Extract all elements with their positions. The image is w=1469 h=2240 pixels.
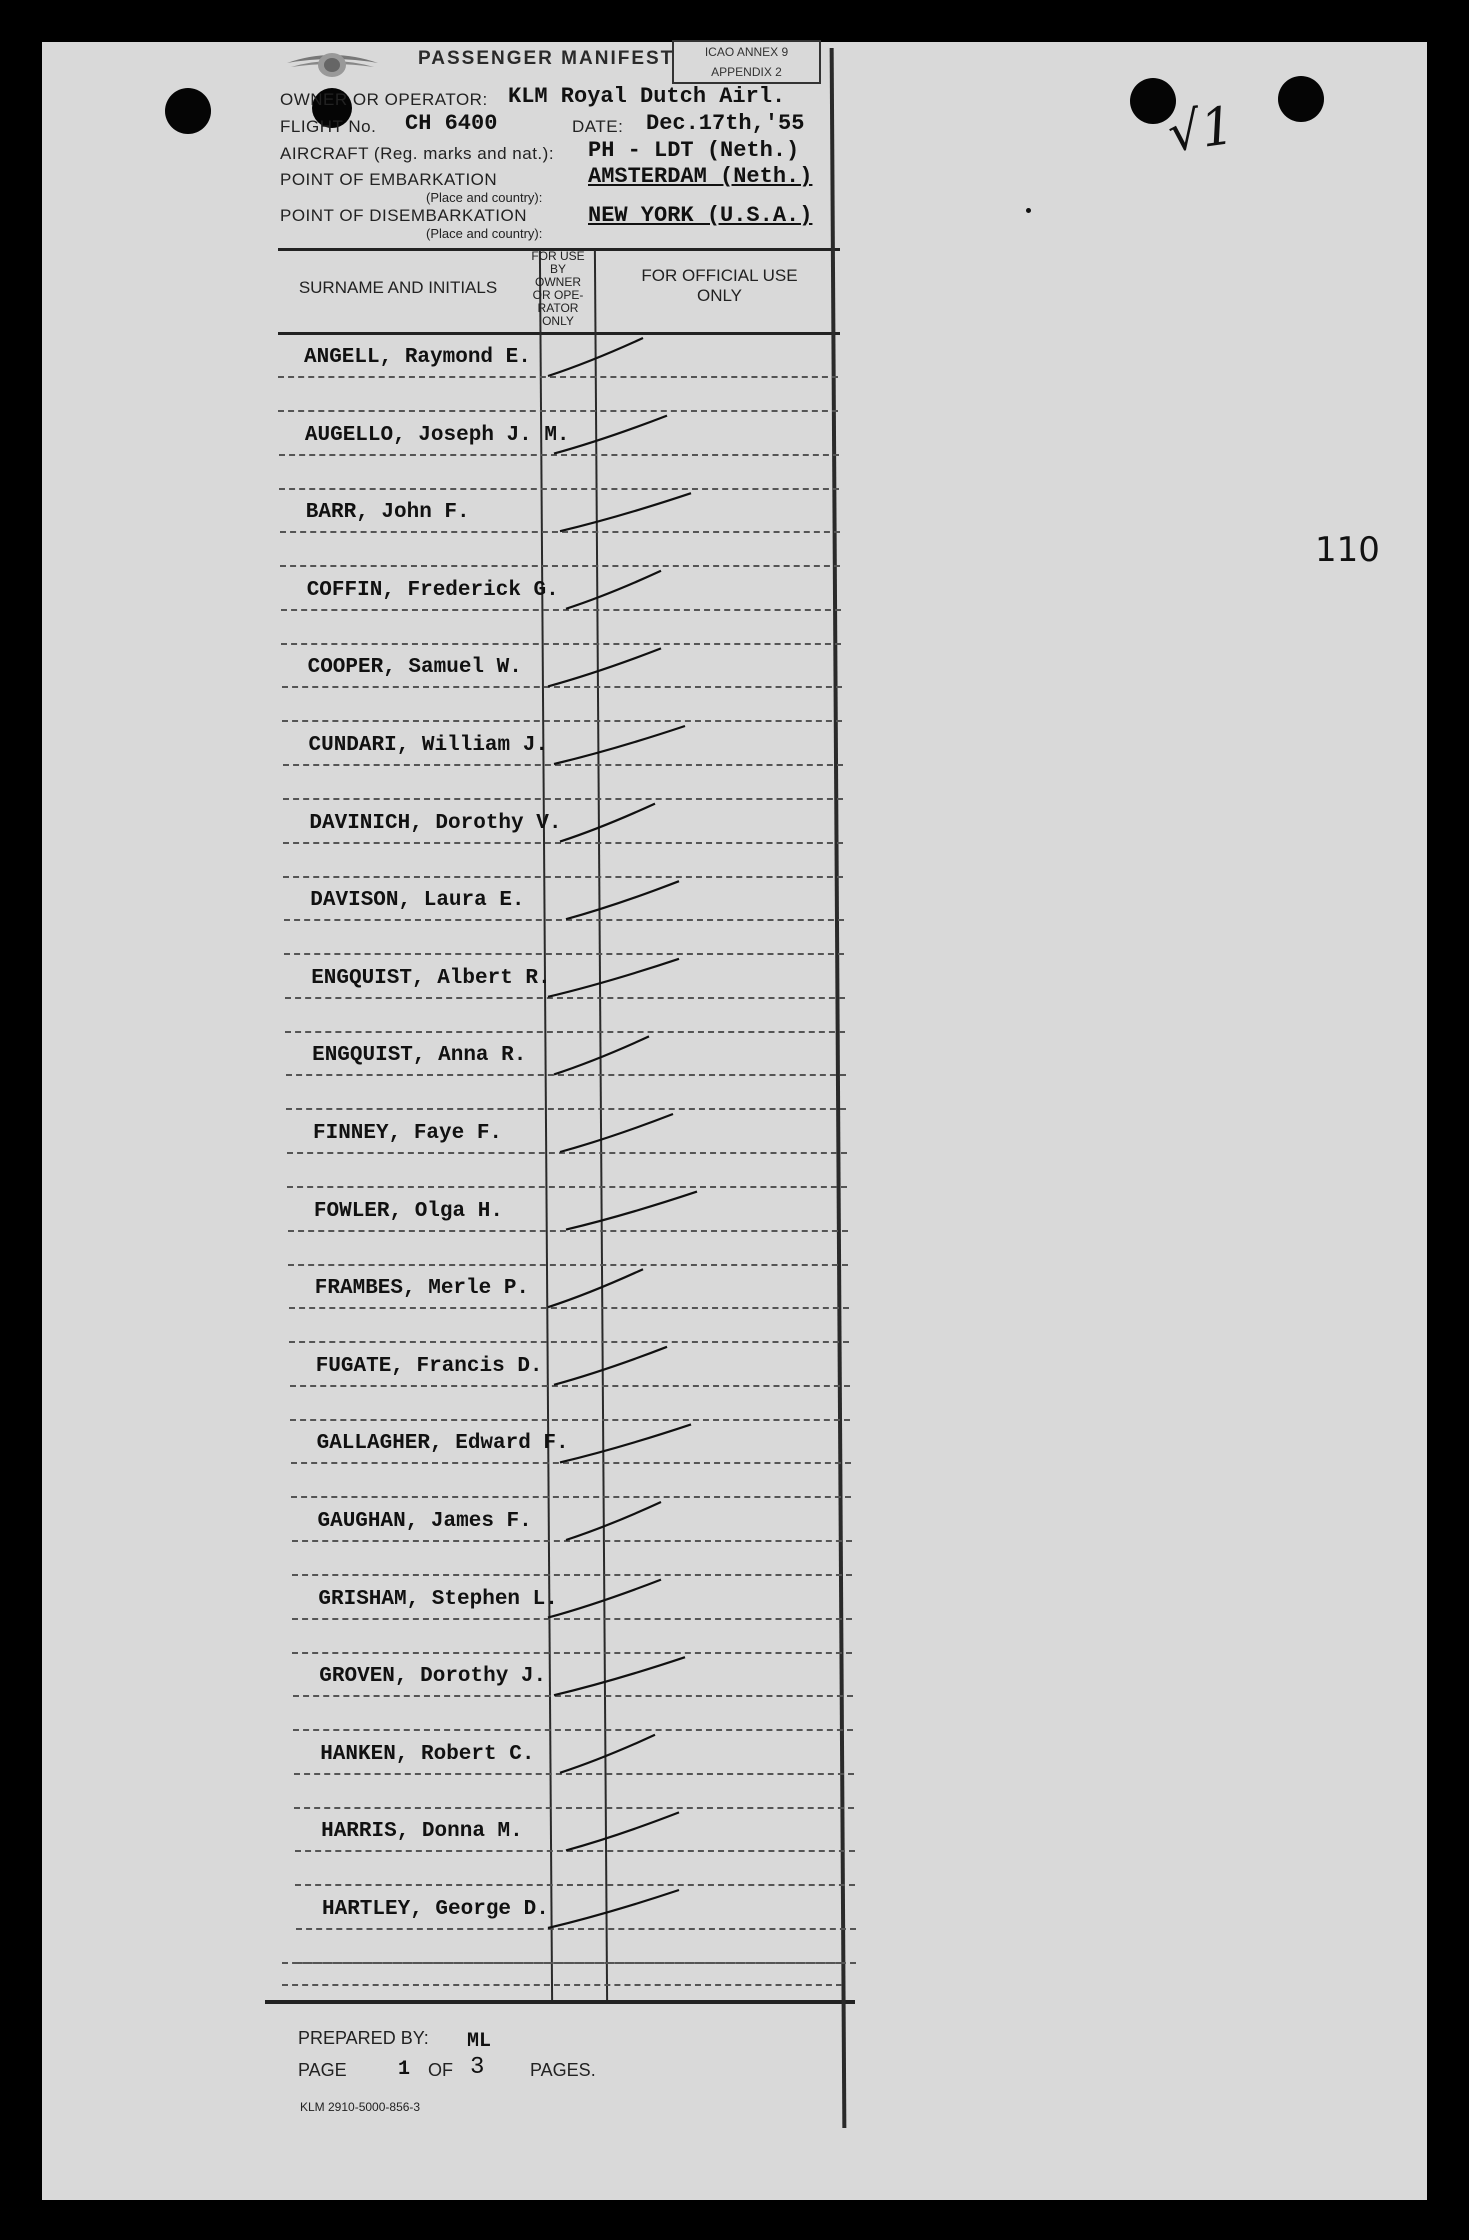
check-mark (560, 1114, 673, 1152)
date-value: Dec.17th,'55 (646, 111, 805, 136)
passenger-name: COFFIN, Frederick G. (306, 578, 559, 602)
pages-label: PAGES. (530, 2060, 596, 2080)
passenger-name: AUGELLO, Joseph J. M. (304, 423, 570, 447)
check-mark (560, 1424, 691, 1462)
handwritten-mark: √1 (1164, 95, 1239, 165)
total-pages: 3 (470, 2054, 485, 2081)
check-mark (554, 1347, 667, 1385)
passenger-name: ENGQUIST, Anna R. (312, 1044, 527, 1068)
col-header-official-use: FOR OFFICIAL USE ONLY (641, 266, 798, 305)
passenger-name: DAVINICH, Dorothy V. (309, 811, 562, 835)
check-mark (548, 338, 643, 376)
passenger-name: HANKEN, Robert C. (320, 1742, 535, 1766)
passenger-name: GALLAGHER, Edward F. (316, 1432, 569, 1456)
passenger-name: HARTLEY, George D. (322, 1898, 549, 1921)
passenger-name: FRAMBES, Merle P. (314, 1277, 530, 1301)
owner-label: OWNER OR OPERATOR: (280, 90, 488, 109)
check-mark (566, 1192, 697, 1230)
flight-label: FLIGHT No. (280, 117, 377, 136)
page-number: 1 (398, 2058, 411, 2081)
aircraft-value: PH - LDT (Neth.) (588, 138, 800, 163)
form-number: KLM 2910-5000-856-3 (300, 2100, 421, 2114)
passenger-name: HARRIS, Donna M. (321, 1820, 523, 1844)
disembarkation-sublabel: (Place and country): (426, 226, 543, 241)
passenger-name: ENGQUIST, Albert R. (311, 966, 551, 990)
check-mark (548, 1269, 643, 1307)
manifest-title: PASSENGER MANIFEST (418, 48, 675, 69)
check-mark (554, 726, 685, 764)
ink-speck (1026, 208, 1031, 213)
check-mark (560, 1735, 655, 1773)
embarkation-label: POINT OF EMBARKATION (280, 170, 498, 189)
embarkation-sublabel: (Place and country): (426, 190, 543, 205)
of-label: OF (428, 2060, 453, 2080)
passenger-name: COOPER, Samuel W. (307, 656, 522, 680)
col-header-surname: SURNAME AND INITIALS (298, 278, 498, 297)
owner-value: KLM Royal Dutch Airl. (508, 84, 786, 109)
passenger-name: BARR, John F. (305, 501, 470, 525)
prepared-by-value: ML (467, 2030, 492, 2053)
check-mark (548, 648, 661, 686)
check-mark (566, 1502, 661, 1540)
col-header-owner-use: FOR USE BY OWNER OR OPE- RATOR ONLY (531, 249, 585, 328)
date-label: DATE: (572, 117, 624, 136)
passenger-name: FINNEY, Faye F. (313, 1122, 503, 1145)
check-mark (560, 493, 691, 531)
passenger-name: ANGELL, Raymond E. (304, 346, 531, 369)
appendix-label: APPENDIX 2 (711, 65, 782, 79)
passenger-name: FUGATE, Francis D. (315, 1354, 543, 1378)
passenger-name: CUNDARI, William J. (308, 734, 548, 757)
check-mark (566, 881, 679, 919)
disembarkation-label: POINT OF DISEMBARKATION (280, 206, 528, 225)
check-mark (554, 416, 667, 454)
check-mark (554, 1036, 649, 1074)
passenger-name: FOWLER, Olga H. (313, 1199, 503, 1223)
passenger-name: GRISHAM, Stephen L. (318, 1587, 558, 1611)
prepared-by-label: PREPARED BY: (298, 2028, 429, 2048)
flight-value: CH 6400 (405, 111, 498, 136)
check-mark (548, 1580, 661, 1618)
stamped-page-number: 110 (1315, 530, 1380, 570)
check-mark (548, 1890, 679, 1928)
annex-label: ICAO ANNEX 9 (704, 45, 789, 59)
disembarkation-value: NEW YORK (U.S.A.) (588, 203, 813, 228)
aircraft-label: AIRCRAFT (Reg. marks and nat.): (280, 144, 555, 163)
passenger-name: DAVISON, Laura E. (310, 889, 525, 913)
page-label: PAGE (298, 2060, 347, 2080)
check-mark (566, 1812, 679, 1850)
passenger-name: GAUGHAN, James F. (317, 1510, 532, 1533)
check-mark (548, 959, 679, 997)
passenger-name: GROVEN, Dorothy J. (319, 1665, 547, 1689)
check-mark (560, 804, 655, 842)
check-mark (566, 571, 661, 609)
check-mark (554, 1657, 685, 1695)
embarkation-value: AMSTERDAM (Neth.) (588, 164, 813, 189)
